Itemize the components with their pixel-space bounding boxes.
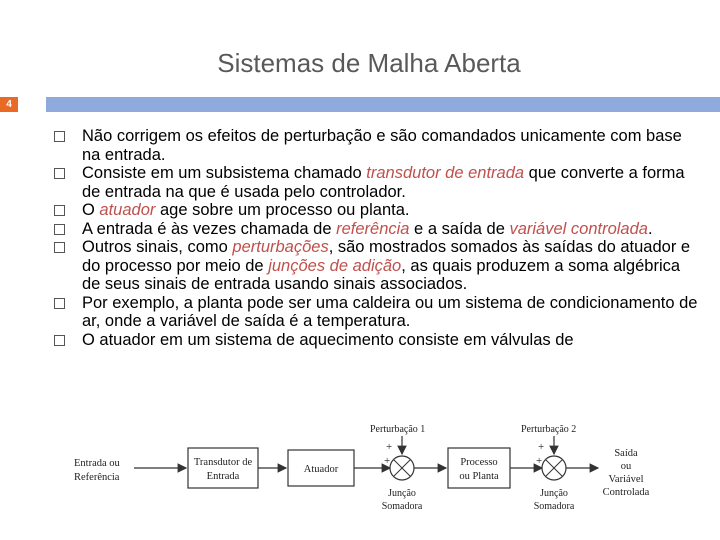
input-label: Entrada ou	[74, 458, 120, 469]
bullet-item	[54, 294, 702, 331]
transducer-label: Transdutor de	[193, 457, 253, 468]
plus-sign: +	[536, 455, 543, 467]
bullet-text: , as quais produzem a soma algébrica de seus sinais de entrada usando sinais associados.	[82, 256, 681, 293]
transducer-block	[188, 448, 258, 488]
bullet-text: Não corrigem os efeitos de perturbação e são comandados unicamente com base na entrada.	[82, 127, 682, 164]
highlighted-term: transdutor de entrada	[366, 164, 525, 182]
bullet-text: , são mostrados somados às saídas do atuador e do processo por meio de	[82, 238, 691, 275]
checkbox-bullet-icon	[54, 298, 65, 309]
checkbox-bullet-icon	[54, 205, 65, 216]
checkbox-bullet-icon	[54, 168, 65, 179]
input-label: Referência	[74, 472, 120, 483]
plus-sign: +	[386, 441, 393, 453]
bullet-text: e a saída de	[409, 219, 510, 238]
junction-label: Junção	[388, 488, 416, 499]
bullet-text: .	[647, 219, 653, 238]
bullet-text: O atuador em um sistema de aquecimento consiste em válvulas de	[82, 330, 574, 349]
output-label: Controlada	[602, 487, 650, 498]
bullet-item	[54, 127, 702, 164]
checkbox-bullet-icon	[54, 335, 65, 346]
plus-sign: +	[538, 441, 545, 453]
bullet-text: que converte a forma de entrada na que é usada pelo controlador.	[82, 164, 685, 201]
process-label: ou Planta	[459, 471, 499, 482]
bullet-text: Por exemplo, a planta pode ser uma caldeira ou um sistema de condicionamento de ar, onde a variável de saída é a temperatura.	[82, 293, 698, 330]
bullet-text: age sobre um processo ou planta.	[155, 201, 410, 219]
process-block	[448, 448, 510, 488]
output-label: ou	[620, 461, 632, 472]
plus-sign: +	[384, 455, 391, 467]
bullet-item	[54, 201, 702, 220]
disturbance-label: Perturbação 2	[521, 424, 577, 435]
slide-header-bar	[46, 97, 720, 112]
bullet-item	[54, 331, 702, 350]
junction-label: Somadora	[533, 501, 575, 512]
junction-label: Junção	[540, 488, 568, 499]
output-label: Variável	[608, 474, 644, 485]
bullet-item	[54, 220, 702, 239]
bullet-text: Outros sinais, como	[82, 238, 233, 256]
slide-number: 4	[0, 97, 18, 112]
bullet-item	[54, 164, 702, 201]
bullet-text: Consiste em um subsistema chamado	[82, 164, 367, 182]
bullet-list	[54, 127, 702, 349]
transducer-label: Entrada	[206, 471, 240, 482]
highlighted-term: variável controlada	[509, 219, 648, 238]
checkbox-bullet-icon	[54, 131, 65, 142]
checkbox-bullet-icon	[54, 224, 65, 235]
junction-label: Somadora	[381, 501, 423, 512]
highlighted-term: referência	[336, 219, 410, 238]
slide-title: Sistemas de Malha Aberta	[217, 48, 521, 78]
bullet-text: A entrada é às vezes chamada de	[82, 219, 337, 238]
block-diagram	[60, 418, 680, 528]
actuator-label: Atuador	[303, 464, 339, 475]
disturbance-label: Perturbação 1	[370, 424, 426, 435]
highlighted-term: perturbações	[232, 238, 329, 256]
output-label: Saída	[614, 448, 638, 459]
bullet-text: O	[82, 201, 100, 219]
highlighted-term: atuador	[99, 201, 156, 219]
process-label: Processo	[460, 457, 498, 468]
checkbox-bullet-icon	[54, 242, 65, 253]
bullet-item	[54, 238, 702, 294]
highlighted-term: junções de adição	[268, 256, 402, 275]
